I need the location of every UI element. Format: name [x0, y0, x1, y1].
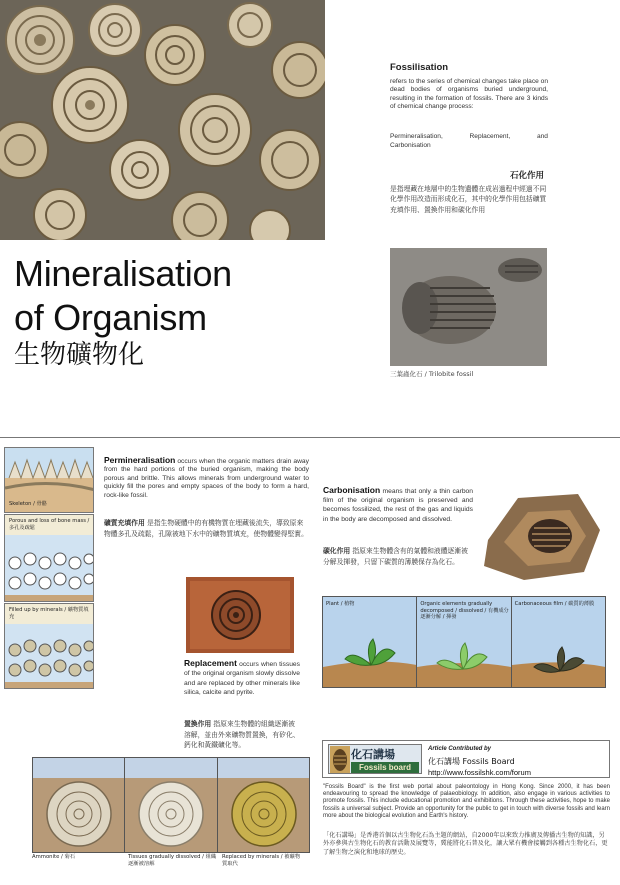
replacement-body-zh: 指原來生物體的組織逐漸被溶解，並由外來礦物質置換，有矽化、鈣化和黃鐵礦化等。 [184, 720, 300, 750]
plant-label: Carbonaceous film / 碳質的薄膜 [514, 601, 595, 607]
plant-cell [323, 597, 417, 687]
filled-label: Filled up by minerals / 礦物質填充 [9, 607, 89, 620]
carbonisation-plant-diagram [322, 596, 606, 688]
contributor-label: Article Contributed by [428, 746, 492, 752]
carbonisation-text [323, 486, 473, 524]
list-item: and [536, 133, 548, 140]
trilobite-photo [390, 248, 547, 366]
tissues-caption: Tissues gradually dissolved / 組織逐漸被溶解 [128, 854, 217, 867]
permineralisation-keyword: Permineralisation [104, 455, 176, 465]
replacement-keyword-zh: 置換作用 [184, 720, 212, 728]
fossilisation-list [390, 133, 548, 141]
porous-label: Porous and loss of bone mass / 多孔及疏鬆 [9, 518, 90, 531]
carbonisation-body-zh: 指原來生物體含有的氣體和液體逐漸被分解及揮發，只留下碳質的薄膜保存為化石。 [323, 547, 468, 566]
bone-skeleton-panel [4, 447, 94, 513]
permineralisation-body-zh: 是指生物硬體中的有機物質在埋藏後流失，導致原來物體多孔及疏鬆，孔隙被地下水中的礦物質填充，使物體變得堅實。 [104, 519, 308, 538]
list-item: Permineralisation, [390, 133, 443, 140]
contributor-url[interactable]: http://www.fossilshk.com/forum [428, 768, 531, 777]
contributor-text: "Fossils Board" is the first web portal about paleontology in Hong Kong. Since 2000, it has been endeavouring to spread the knowledge of palaeobiology. In addition, also engage in various activities to promote fossils. This include educational promotion and exhibitions. Through these activities, hope to make fossils a universal subject. Provide an opportunity for the public to get in touch with diverse fossils and learn more about the biological evolution and Earth's history. [323, 784, 610, 819]
skeleton-label: Skeleton / 骨骼 [9, 501, 47, 507]
ammonite-caption: Ammonite / 菊石 [32, 854, 76, 860]
replacement-text [184, 659, 300, 698]
page-title [14, 252, 344, 340]
contributor-text-zh: 「化石講場」是香港首個以古生物化石為主題的網站，自2000年以來致力推廣及傳播古生物的知識，另外亦參與古生物化石的教育活動及展覽等，冀能將化石普及化，讓大眾有機會接觸到各種古生物化石，更了解生物之演化和地球的歷史。 [323, 832, 608, 856]
permineralisation-keyword-zh: 礦質充填作用 [104, 519, 145, 527]
replacement-text-zh [184, 719, 300, 751]
carbonisation-body: means that only a thin carbon film of the original organism is preserved and becomes fossilized, the rest of the gas and liquids in the body are decomposed and dissolved. [323, 488, 473, 523]
carbonisation-keyword: Carbonisation [323, 485, 381, 495]
carbonisation-keyword-zh: 碳化作用 [323, 547, 351, 555]
replacement-ammonite-diagram [32, 757, 310, 853]
fossilisation-heading-zh: 石化作用 [510, 171, 545, 181]
fossilisation-text-zh: 是指埋藏在地層中的生物遺體在成岩過程中經過不同化學作用改造而形成化石，其中的化學作用包括礦質充填作用、置換作用和碳化作用 [390, 185, 547, 214]
trilobite-logo-icon [330, 746, 350, 774]
list-item: Replacement, [469, 133, 511, 140]
bone-porous-panel [4, 514, 94, 602]
replacement-fossil-photo [186, 577, 294, 653]
ammonite-cell [218, 758, 309, 852]
fossils-board-logo [328, 744, 422, 774]
plant-cell [417, 597, 511, 687]
plant-cell [512, 597, 605, 687]
plant-label: Plant / 植物 [326, 601, 355, 607]
contributor-name: 化石講場 Fossils Board [428, 757, 515, 766]
title-line-1: Mineralisation [14, 253, 232, 294]
logo-text-zh: 化石講場 [351, 748, 395, 761]
fossilisation-text: refers to the series of chemical changes take place on dead bodies of organisms buried underground, resulting in the formation of fossils. There are 3 kinds of chemical change process: [390, 78, 548, 111]
permineralisation-text [104, 456, 309, 500]
list-item: Carbonisation [390, 142, 431, 149]
divider [0, 437, 620, 438]
ammonite-cell [33, 758, 125, 852]
plant-label: Organic elements gradually decomposed / dissolved / 有機成分逐漸分解 / 揮發 [420, 601, 509, 621]
carbonisation-text-zh [323, 546, 473, 567]
permineralisation-text-zh [104, 518, 309, 540]
trilobite-caption: 三葉蟲化石 / Trilobite fossil [390, 370, 474, 378]
replacement-keyword: Replacement [184, 658, 237, 668]
title-line-2: of Organism [14, 297, 207, 338]
ammonite-photo [0, 0, 325, 240]
replaced-caption: Replaced by minerals / 被礦物質取代 [222, 854, 301, 867]
ammonite-cell [125, 758, 217, 852]
permineralisation-body: occurs when the organic matters drain away from the hard portions of the buried organism, making the body porous and brittle. This allows minerals from underground water to quickly fill the pores and empty spaces of the body to form a hard, rock-like fossil. [104, 458, 309, 499]
bone-filled-panel [4, 603, 94, 689]
logo-text-en: Fossils board [351, 762, 419, 773]
replacement-body: occurs when tissues of the original organism slowly dissolve and are replaced by other minerals like silica, calcite and pyrite. [184, 661, 300, 697]
fossilisation-heading: Fossilisation [390, 62, 449, 73]
page-title-zh: 生物礦物化 [14, 340, 145, 370]
carbonisation-fossil-photo [478, 490, 604, 582]
